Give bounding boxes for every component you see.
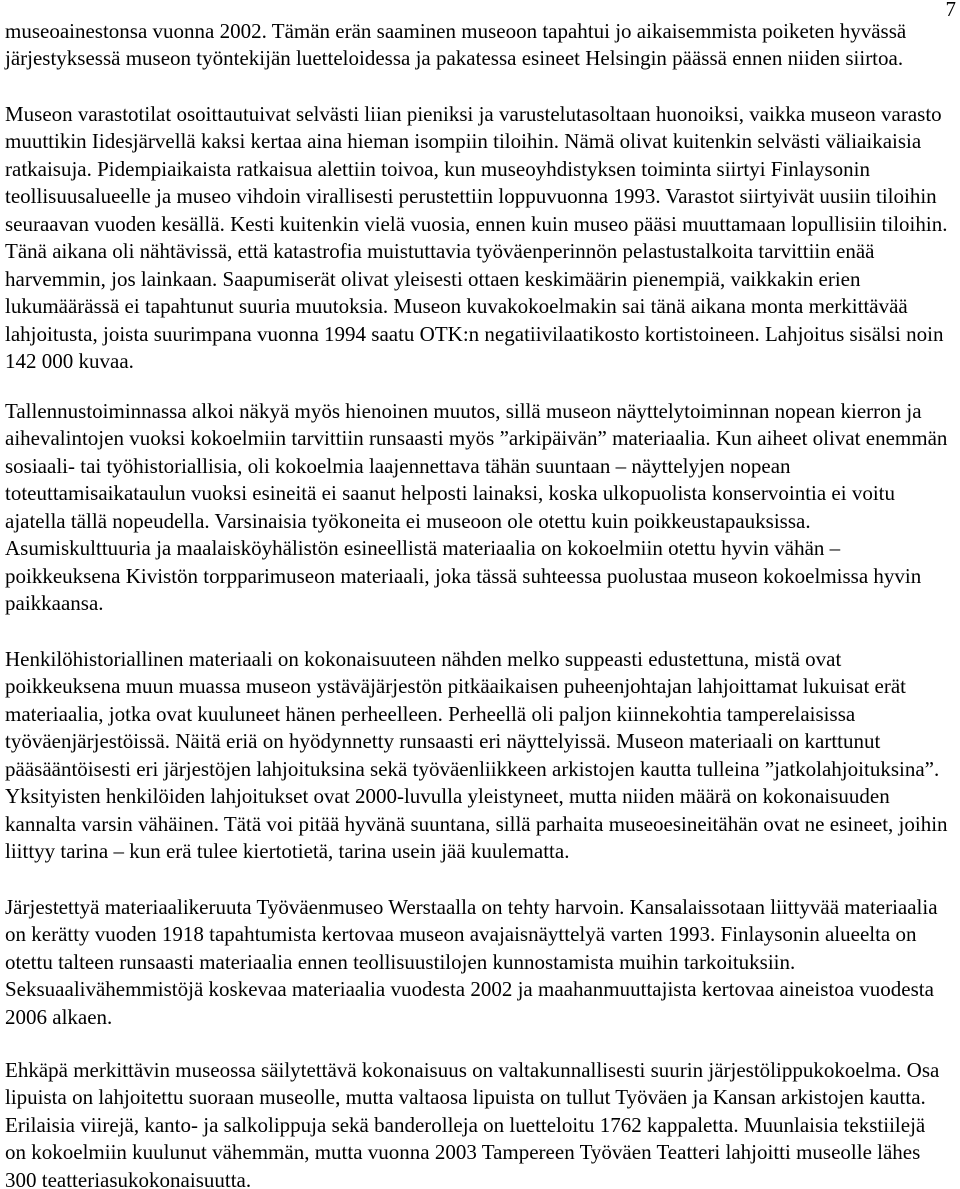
text-line: otettu talteen runsaasti materiaalia ennen teollisuustilojen kunnostamista muihin tarkoituksiin.: [5, 949, 796, 974]
text-line: ajatella tällä nopeudella. Varsinaisia työkoneita ei museoon ole otettu kuin poikkeustapauksissa.: [5, 508, 811, 533]
text-line: Ehkäpä merkittävin museossa säilytettävä kokonaisuus on valtakunnallisesti suurin järjestölippukokoelma. Osa: [5, 1057, 940, 1082]
text-line: kannalta varsin vähäinen. Tätä voi pitää hyvänä suuntana, sillä parhaita museoesineitähän ovat ne esineet, joihin: [5, 811, 948, 836]
text-line: pääsääntöisesti eri järjestöjen lahjoituksina sekä työväenliikkeen arkistojen kautta tulleina ”jatkolahjoituksina”.: [5, 756, 940, 781]
text-line: aihevalintojen vuoksi kokoelmiin tarvittiin runsaasti myös ”arkipäivän” materiaalia. Kun aiheet olivat enemmän: [5, 426, 948, 451]
text-line: Yksityisten henkilöiden lahjoitukset ovat 2000-luvulla yleistyneet, mutta niiden määrä on kokonaisuuden: [5, 784, 890, 809]
text-line: toteuttamisaikataulun vuoksi esineitä ei saanut helposti lainaksi, koska ulkopuolista konservointia ei voitu: [5, 481, 896, 506]
text-line: Erilaisia viirejä, kanto- ja salkolippuja sekä banderolleja on luetteloitu 1762 kappaletta. Muunlaisia tekstiilejä: [5, 1112, 926, 1137]
text-line: Seksuaalivähemmistöjä koskevaa materiaalia vuodesta 2002 ja maahanmuuttajista kertovaa aineistoa vuodesta: [5, 977, 934, 1002]
text-line: liittyy tarina – kun erä tulee kiertotietä, tarina usein jää kuulematta.: [5, 839, 570, 864]
text-line: Asumiskulttuuria ja maalaisköyhälistön esineellistä materiaalia on kokoelmiin otettu hyvin vähän –: [5, 536, 841, 561]
paragraph-1: [5, 18, 955, 71]
text-line: ratkaisuja. Pidempiaikaista ratkaisua alettiin toivoa, kun museoyhdistyksen toiminta siirtyi Finlaysonin: [5, 156, 870, 181]
text-line: lahjoitusta, joista suurimpana vuonna 1994 saatu OTK:n negatiivilaatikosto kortistoineen. Lahjoitus sisälsi noin: [5, 321, 944, 346]
text-line: lukumäärässä ei tapahtunut suuria muutoksia. Museon kuvakokoelmakin sai tänä aikana monta merkittävää: [5, 294, 908, 319]
text-line: museoainestonsa vuonna 2002. Tämän erän saaminen museoon tapahtui jo aikaisemmista poiketen hyvässä: [5, 18, 907, 43]
paragraph-5: [5, 894, 955, 1029]
text-line: Järjestettyä materiaalikeruuta Työväenmuseo Werstaalla on tehty harvoin. Kansalaissotaan liittyvää materiaalia: [5, 894, 938, 919]
text-line: 2006 alkaen.: [5, 1004, 113, 1029]
text-line: sosiaali- tai työhistoriallisia, oli kokoelmia laajennettava tähän suuntaan – näyttelyjen nopean: [5, 453, 791, 478]
page-number: 7: [945, 0, 956, 21]
text-line: muuttikin Iidesjärvellä kaksi kertaa aina hieman isompiin tiloihin. Nämä olivat kuitenkin selvästi väliaikaisia: [5, 129, 922, 154]
paragraph-3: [5, 398, 955, 616]
text-line: poikkeuksena Kivistön torpparimuseon materiaali, joka tässä suhteessa puolustaa museon kokoelmissa hyvin: [5, 563, 922, 588]
text-line: poikkeuksena muun muassa museon ystäväjärjestön pitkäaikaisen puheenjohtajan lahjoittamat lukuisat erät: [5, 674, 907, 699]
text-line: 300 teatteriasukokonaisuutta.: [5, 1167, 252, 1189]
paragraph-6: [5, 1057, 955, 1189]
text-line: on kokoelmiin kuulunut vähemmän, mutta vuonna 2003 Tampereen Työväen Teatteri lahjoitti museolle lähes: [5, 1140, 921, 1165]
text-line: järjestyksessä museon työntekijän luetteloidessa ja pakatessa esineet Helsingin päässä ennen niiden siirtoa.: [5, 46, 904, 71]
paragraph-4: [5, 646, 955, 864]
text-line: Tallennustoiminnassa alkoi näkyä myös hienoinen muutos, sillä museon näyttelytoiminnan nopean kierron ja: [5, 398, 922, 423]
text-line: Museon varastotilat osoittautuivat selvästi liian pieniksi ja varustelutasoltaan huonoiksi, vaikka museon varasto: [5, 101, 942, 126]
text-line: Henkilöhistoriallinen materiaali on kokonaisuuteen nähden melko suppeasti edustettuna, mistä ovat: [5, 646, 842, 671]
paragraph-2: [5, 101, 955, 374]
text-line: lipuista on lahjoitettu suoraan museolle, mutta valtaosa lipuista on tullut Työväen ja Kansan arkistojen kautta.: [5, 1085, 926, 1110]
text-line: 142 000 kuvaa.: [5, 349, 134, 374]
text-line: seuraavan vuoden kesällä. Kesti kuitenkin vielä vuosia, ennen kuin museo pääsi muuttamaan lopullisiin tiloihin.: [5, 211, 948, 236]
text-line: on kerätty vuoden 1918 tapahtumista kertovaa museon avajaisnäyttelyä varten 1993. Finlaysonin alueelta on: [5, 922, 917, 947]
text-line: Tänä aikana oli nähtävissä, että katastrofia muistuttavia työväenperinnön pelastustalkoita tarvittiin enää: [5, 239, 875, 264]
text-line: teollisuusalueelle ja museo vihdoin virallisesti perustettiin loppuvuonna 1993. Varastot siirtyivät uusiin tiloihin: [5, 184, 937, 209]
text-line: harvemmin, jos lainkaan. Saapumiserät olivat yleisesti ottaen keskimäärin pienempiä, vaikkakin erien: [5, 266, 861, 291]
text-line: työväenjärjestöissä. Näitä eriä on hyödynnetty runsaasti eri näyttelyissä. Museon materiaali on karttunut: [5, 729, 881, 754]
text-line: materiaalia, jotka ovat kuuluneet hänen perheelleen. Perheellä oli paljon kiinnekohtia tamperelaisissa: [5, 701, 856, 726]
text-line: paikkaansa.: [5, 591, 104, 616]
